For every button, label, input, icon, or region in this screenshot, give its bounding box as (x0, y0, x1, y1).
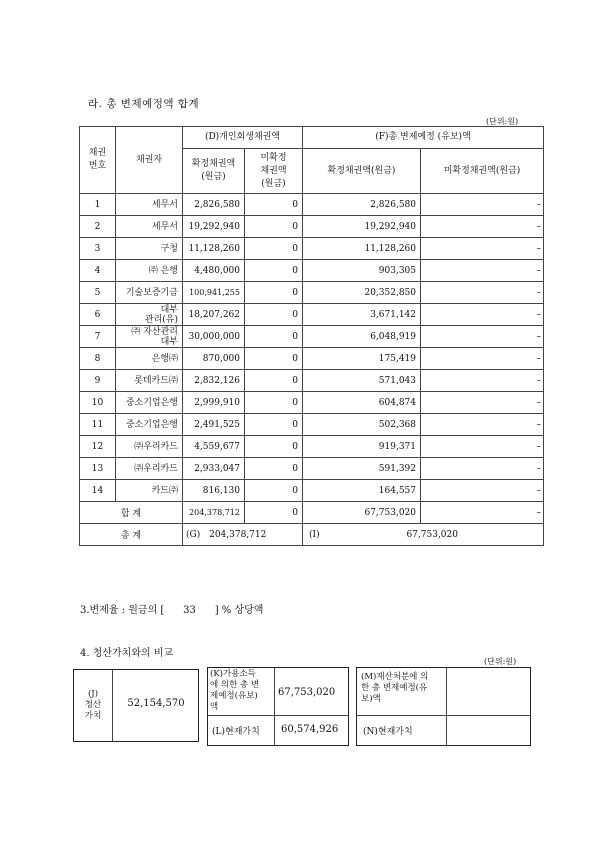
row-confirmed: 19,292,940 (183, 216, 245, 238)
row-unconfirmed: 0 (245, 436, 303, 458)
sum-f-confirmed: 67,753,020 (303, 502, 421, 524)
row-no: 7 (80, 326, 116, 348)
row-creditor: 대부 관리(유) (116, 304, 183, 326)
row-unconfirmed: 0 (245, 414, 303, 436)
row-no: 1 (80, 194, 116, 216)
table-row (80, 392, 544, 414)
row-creditor: 기술보증기금 (116, 282, 183, 304)
header-f-confirmed: 확정채권액(원금) (303, 149, 421, 194)
sum-confirmed: 204,378,712 (183, 502, 245, 524)
row-unconfirmed: 0 (245, 238, 303, 260)
row-f-confirmed: 175,419 (303, 348, 421, 370)
row-f-unconfirmed: – (421, 436, 544, 458)
total-g (183, 524, 303, 546)
section-title: 라. 총 변제예정액 합계 (88, 98, 200, 110)
row-f-confirmed: 20,352,850 (303, 282, 421, 304)
row-no: 5 (80, 282, 116, 304)
table-row (80, 414, 544, 436)
header-creditor: 채권자 (116, 127, 183, 194)
liquidation-value-box (73, 669, 199, 742)
row-no: 8 (80, 348, 116, 370)
table-row (80, 260, 544, 282)
row-f-confirmed: 11,128,260 (303, 238, 421, 260)
row-confirmed: 4,480,000 (183, 260, 245, 282)
row-f-confirmed: 604,874 (303, 392, 421, 414)
table-row (80, 194, 544, 216)
row-f-unconfirmed: – (421, 348, 544, 370)
ratio-suffix: ] % 상당액 (214, 605, 264, 616)
row-f-unconfirmed: – (421, 238, 544, 260)
unit-label: (단위:원) (486, 117, 519, 126)
table-row (80, 436, 544, 458)
sum-f-unconfirmed: – (421, 502, 544, 524)
row-creditor: ㈜ 자산관리 대부 (116, 326, 183, 348)
row-no: 13 (80, 458, 116, 480)
row-creditor: ㈜우리카드 (116, 458, 183, 480)
row-f-confirmed: 571,043 (303, 370, 421, 392)
header-confirmed: 확정채권액 (원금) (183, 149, 245, 194)
row-f-unconfirmed: – (421, 260, 544, 282)
ratio-line (80, 601, 263, 616)
row-unconfirmed: 0 (245, 282, 303, 304)
row-confirmed: 2,832,126 (183, 370, 245, 392)
k-label: (K)가용소득 에 의한 총 변 제예정(유보) 액 (210, 669, 260, 712)
row-f-confirmed: 502,368 (303, 414, 421, 436)
row-no: 2 (80, 216, 116, 238)
total-i (303, 524, 544, 546)
total-i-value: 67,753,020 (406, 529, 458, 540)
row-creditor: ㈜ 은행 (116, 260, 183, 282)
table-row (80, 326, 544, 348)
row-creditor: ㈜우리카드 (116, 436, 183, 458)
total-g-value: 204,378,712 (209, 529, 267, 540)
row-f-unconfirmed: – (421, 282, 544, 304)
l-label: (L)현재가치 (212, 727, 260, 737)
row-unconfirmed: 0 (245, 326, 303, 348)
m-label: (M)재산처분에 의 한 총 변제예정(유 보)액 (361, 672, 429, 704)
row-unconfirmed: 0 (245, 458, 303, 480)
row-f-unconfirmed: – (421, 414, 544, 436)
row-creditor: 세무서 (116, 194, 183, 216)
table-row (80, 282, 544, 304)
header-f-unconfirmed: 미확정채권액(원금) (421, 149, 544, 194)
row-no: 6 (80, 304, 116, 326)
j-label: (J) 청산 가치 (74, 670, 113, 741)
row-confirmed: 816,130 (183, 480, 245, 502)
row-confirmed: 18,207,262 (183, 304, 245, 326)
total-label: 총 계 (80, 524, 183, 546)
row-confirmed: 11,128,260 (183, 238, 245, 260)
row-f-confirmed: 6,048,919 (303, 326, 421, 348)
row-f-unconfirmed: – (421, 480, 544, 502)
table-row (80, 304, 544, 326)
row-creditor: 중소기업은행 (116, 414, 183, 436)
j-value: 52,154,570 (127, 698, 185, 709)
row-no: 11 (80, 414, 116, 436)
total-g-label: (G) (186, 529, 201, 540)
row-unconfirmed: 0 (245, 480, 303, 502)
row-f-confirmed: 903,305 (303, 260, 421, 282)
table-row (80, 370, 544, 392)
k-value: 67,753,020 (278, 687, 336, 698)
table-row (80, 480, 544, 502)
available-income-box (207, 667, 349, 746)
header-unconfirmed: 미확정 채권액 (원금) (245, 149, 303, 194)
row-confirmed: 2,491,525 (183, 414, 245, 436)
total-i-label: (I) (309, 529, 320, 540)
row-f-unconfirmed: – (421, 304, 544, 326)
row-confirmed: 2,999,910 (183, 392, 245, 414)
row-unconfirmed: 0 (245, 194, 303, 216)
l-value: 60,574,926 (281, 724, 339, 735)
row-no: 4 (80, 260, 116, 282)
row-no: 3 (80, 238, 116, 260)
repayment-table (79, 126, 544, 546)
header-no: 채권 번호 (80, 127, 116, 194)
n-label: (N)현재가치 (363, 727, 413, 737)
row-unconfirmed: 0 (245, 260, 303, 282)
row-confirmed: 4,559,677 (183, 436, 245, 458)
section4-title: 4. 청산가치와의 비교 (80, 648, 174, 659)
row-unconfirmed: 0 (245, 370, 303, 392)
row-no: 14 (80, 480, 116, 502)
row-f-confirmed: 919,371 (303, 436, 421, 458)
table-row (80, 238, 544, 260)
row-f-unconfirmed: – (421, 458, 544, 480)
row-creditor: 은행㈜ (116, 348, 183, 370)
row-f-unconfirmed: – (421, 194, 544, 216)
row-confirmed: 100,941,255 (183, 282, 245, 304)
row-confirmed: 870,000 (183, 348, 245, 370)
row-no: 9 (80, 370, 116, 392)
row-creditor: 카드㈜ (116, 480, 183, 502)
row-f-unconfirmed: – (421, 326, 544, 348)
row-confirmed: 30,000,000 (183, 326, 245, 348)
table-row (80, 348, 544, 370)
row-no: 12 (80, 436, 116, 458)
asset-disposal-box (356, 667, 531, 746)
header-d: (D)개인회생채권액 (183, 127, 303, 149)
row-f-confirmed: 164,557 (303, 480, 421, 502)
ratio-prefix: 3.변제율 : 원금의 [ (80, 605, 165, 616)
table-row (80, 458, 544, 480)
row-f-confirmed: 591,392 (303, 458, 421, 480)
row-f-confirmed: 2,826,580 (303, 194, 421, 216)
sum-unconfirmed: 0 (245, 502, 303, 524)
row-unconfirmed: 0 (245, 304, 303, 326)
row-creditor: 중소기업은행 (116, 392, 183, 414)
row-f-unconfirmed: – (421, 216, 544, 238)
row-creditor: 롯데카드㈜ (116, 370, 183, 392)
row-f-unconfirmed: – (421, 370, 544, 392)
unit-label-2: (단위:원) (484, 657, 517, 666)
header-f: (F)총 변제예정 (유보)액 (303, 127, 544, 149)
row-f-confirmed: 19,292,940 (303, 216, 421, 238)
row-unconfirmed: 0 (245, 392, 303, 414)
row-creditor: 세무서 (116, 216, 183, 238)
row-unconfirmed: 0 (245, 348, 303, 370)
row-unconfirmed: 0 (245, 216, 303, 238)
row-no: 10 (80, 392, 116, 414)
row-f-unconfirmed: – (421, 392, 544, 414)
row-f-confirmed: 3,671,142 (303, 304, 421, 326)
ratio-value: 33 (183, 605, 196, 616)
row-confirmed: 2,826,580 (183, 194, 245, 216)
table-row (80, 216, 544, 238)
row-creditor: 구청 (116, 238, 183, 260)
row-confirmed: 2,933,047 (183, 458, 245, 480)
sum-label: 합 계 (80, 502, 183, 524)
